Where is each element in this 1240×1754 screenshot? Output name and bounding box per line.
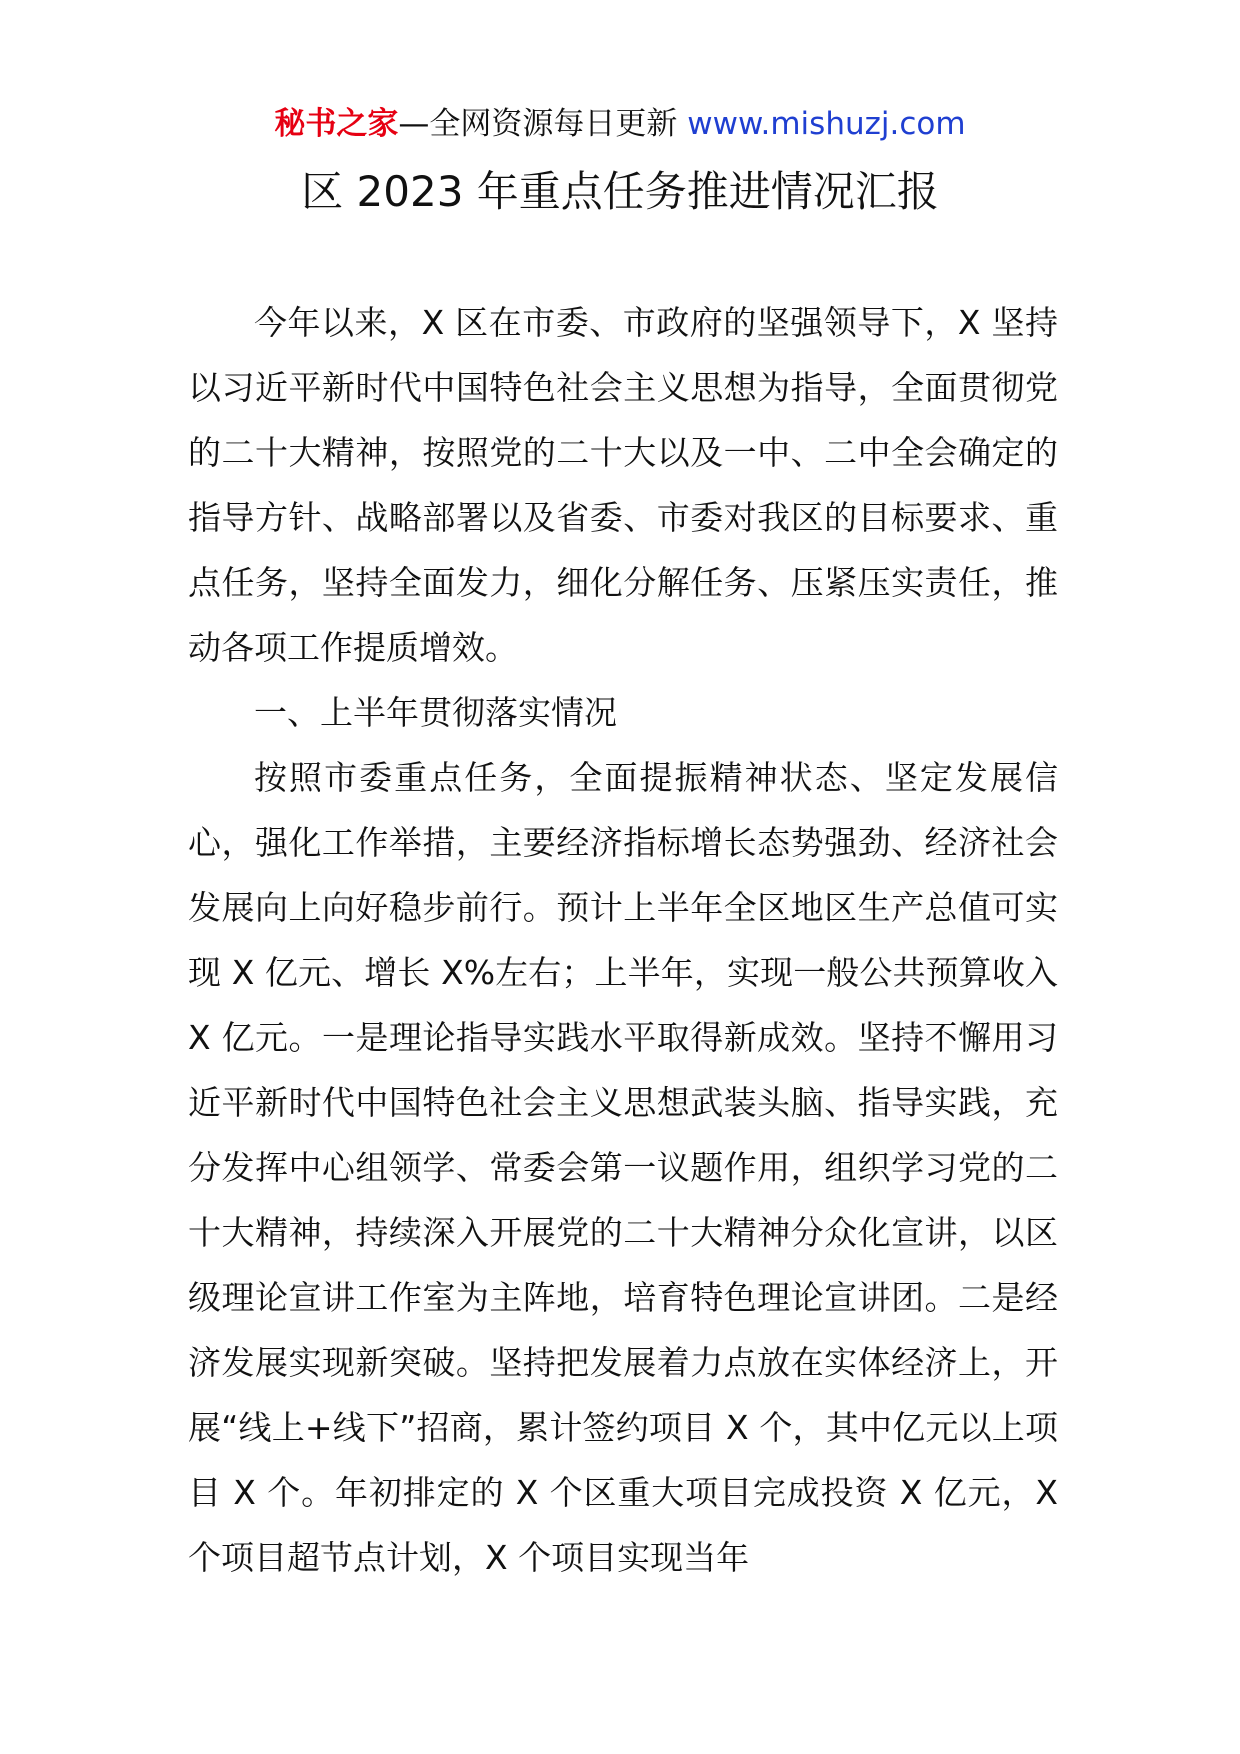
- section-heading: 一、上半年贯彻落实情况: [254, 693, 617, 732]
- site-header: [0, 100, 1240, 148]
- site-url-link[interactable]: www.mishuzj.com: [687, 106, 966, 142]
- document-title: 区 2023 年重点任务推进情况汇报: [301, 167, 939, 216]
- intro-paragraph: 今年以来，X 区在市委、市政府的坚强领导下，X 坚持以习近平新时代中国特色社会主义思想为指导，全面贯彻党的二十大精神，按照党的二十大以及一中、二中全会确定的指导方针、战略部署以及省委、市委对我区的目标要求、重点任务，坚持全面发力，细化分解任务、压紧压实责任，推动各项工作提质增效。: [188, 303, 1058, 667]
- section-paragraph: 按照市委重点任务，全面提振精神状态、坚定发展信心，强化工作举措，主要经济指标增长态势强劲、经济社会发展向上向好稳步前行。预计上半年全区地区生产总值可实现 X 亿元、增长 X%左右；上半年，实现一般公共预算收入 X 亿元。一是理论指导实践水平取得新成效。坚持不懈用习近平新时代中国特色社会主义思想武装头脑、指导实践，充分发挥中心组领学、常委会第一议题作用，组织学习党的二十大精神，持续深入开展党的二十大精神分众化宣讲，以区级理论宣讲工作室为主阵地，培育特色理论宣讲团。二是经济发展实现新突破。坚持把发展着力点放在实体经济上，开展“线上+线下”招商，累计签约项目 X 个，其中亿元以上项目 X 个。年初排定的 X 个区重大项目完成投资 X 亿元，X 个项目超节点计划，X 个项目实现当年: [188, 758, 1058, 1577]
- brand-name: 秘书之家: [274, 106, 399, 142]
- header-tagline: —全网资源每日更新: [398, 106, 678, 142]
- document-body: [188, 290, 1058, 1590]
